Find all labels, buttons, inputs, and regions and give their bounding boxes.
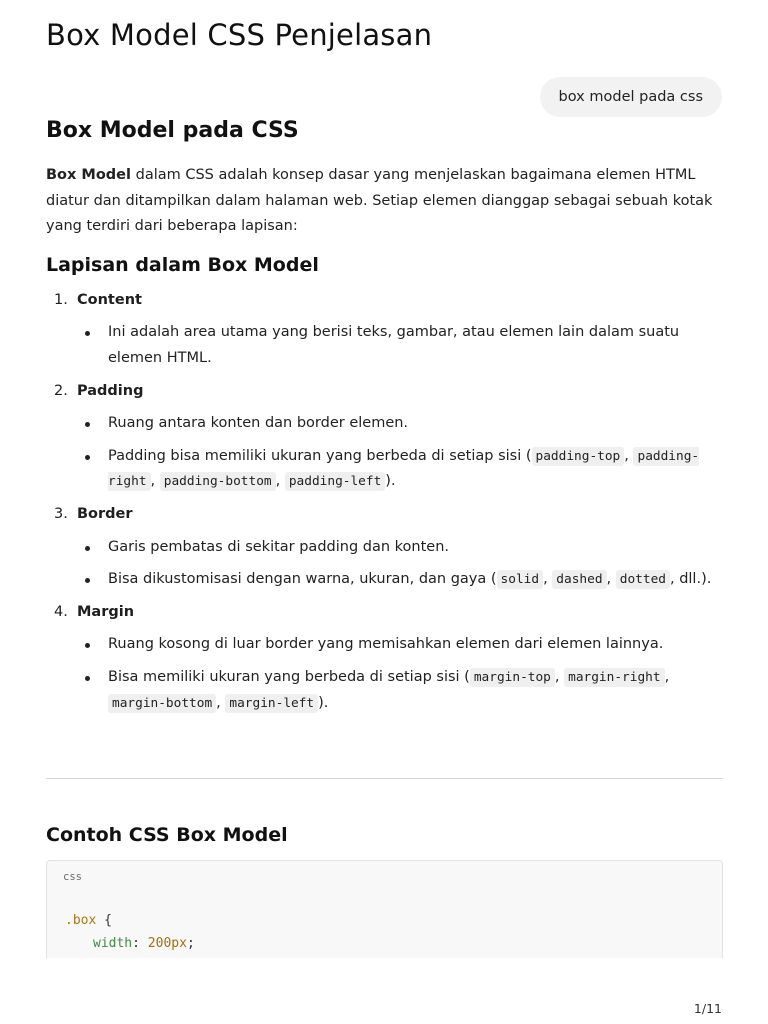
bullet-end: ). [385, 473, 396, 490]
inline-code: padding-bottom [160, 472, 276, 491]
bullet-end: ). [318, 694, 329, 711]
inline-code: dashed [552, 570, 606, 589]
section-heading: Box Model pada CSS [46, 118, 299, 143]
section-divider [46, 778, 723, 779]
layers-list [46, 288, 723, 716]
inline-code: margin-top [470, 668, 555, 687]
separator: , [150, 473, 160, 490]
intro-paragraph [46, 163, 723, 240]
bullet-item: Ruang kosong di luar border yang memisahkan elemen dari elemen lainnya. [108, 632, 723, 658]
inline-code: padding-right [108, 448, 700, 490]
separator: , [606, 571, 616, 588]
layer-bullets [77, 320, 723, 371]
bullet-item [108, 444, 723, 495]
layer-bullets [77, 632, 723, 716]
intro-bold-term: Box Model [46, 167, 131, 183]
layer-number: 1. [54, 291, 68, 308]
layer-number: 4. [54, 603, 68, 620]
code-semicolon: ; [186, 936, 195, 951]
code-block [46, 860, 723, 970]
bullet-item [108, 665, 723, 716]
code-line [65, 909, 195, 932]
inline-code: margin-left [225, 694, 318, 713]
code-colon: : [132, 936, 148, 951]
document-title: Box Model CSS Penjelasan [46, 18, 433, 52]
inline-code: padding-top [532, 447, 625, 466]
separator: , [275, 473, 285, 490]
bullet-item: Garis pembatas di sekitar padding dan konten. [108, 535, 723, 561]
bullet-text: Bisa memiliki ukuran yang berbeda di setiap sisi ( [108, 668, 470, 685]
page-number: 1/11 [693, 1001, 722, 1016]
inline-code: solid [497, 570, 544, 589]
layer-item-padding [46, 379, 723, 495]
code-lines [65, 909, 195, 955]
layer-item-border [46, 502, 723, 593]
inline-code: margin-right [564, 668, 664, 687]
layer-name: Border [77, 505, 133, 522]
query-chip[interactable]: box model pada css [540, 77, 722, 117]
layer-item-content [46, 288, 723, 372]
code-language-label: css [63, 871, 82, 883]
intro-text: dalam CSS adalah konsep dasar yang menjelaskan bagaimana elemen HTML diatur dan ditampilkan dalam halaman web. Setiap elemen dianggap sebagai sebuah kotak yang terdiri dari beberapa lapisan: [46, 167, 713, 235]
code-line [65, 932, 195, 955]
bullet-text: Padding bisa memiliki ukuran yang berbeda di setiap sisi ( [108, 447, 532, 464]
layer-number: 2. [54, 382, 68, 399]
code-selector: .box [65, 913, 97, 928]
inline-code: margin-bottom [108, 694, 216, 713]
page-footer [0, 958, 768, 1024]
layer-bullets [77, 535, 723, 593]
layer-name: Margin [77, 603, 135, 620]
bullet-item: Ruang antara konten dan border elemen. [108, 411, 723, 437]
inline-code: padding-left [285, 472, 385, 491]
example-heading: Contoh CSS Box Model [46, 824, 288, 846]
layer-item-margin [46, 600, 723, 716]
bullet-text: Bisa dikustomisasi dengan warna, ukuran, dan gaya ( [108, 571, 497, 588]
separator: , [216, 694, 226, 711]
code-property: width [93, 936, 133, 951]
bullet-item [108, 567, 723, 593]
layer-name: Content [77, 291, 142, 308]
separator: , [624, 447, 634, 464]
layer-number: 3. [54, 505, 68, 522]
separator: , [554, 668, 565, 685]
code-value: 200px [147, 936, 187, 951]
bullet-end: , dll.). [669, 571, 712, 588]
layers-heading: Lapisan dalam Box Model [46, 253, 319, 276]
bullet-item: Ini adalah area utama yang berisi teks, gambar, atau elemen lain dalam suatu elemen HTML. [108, 320, 723, 371]
code-brace: { [96, 913, 112, 928]
layer-name: Padding [77, 382, 144, 399]
main-content [46, 118, 723, 723]
layer-bullets [77, 411, 723, 495]
separator: , [664, 668, 670, 685]
inline-code: dotted [616, 570, 670, 589]
separator: , [543, 571, 553, 588]
